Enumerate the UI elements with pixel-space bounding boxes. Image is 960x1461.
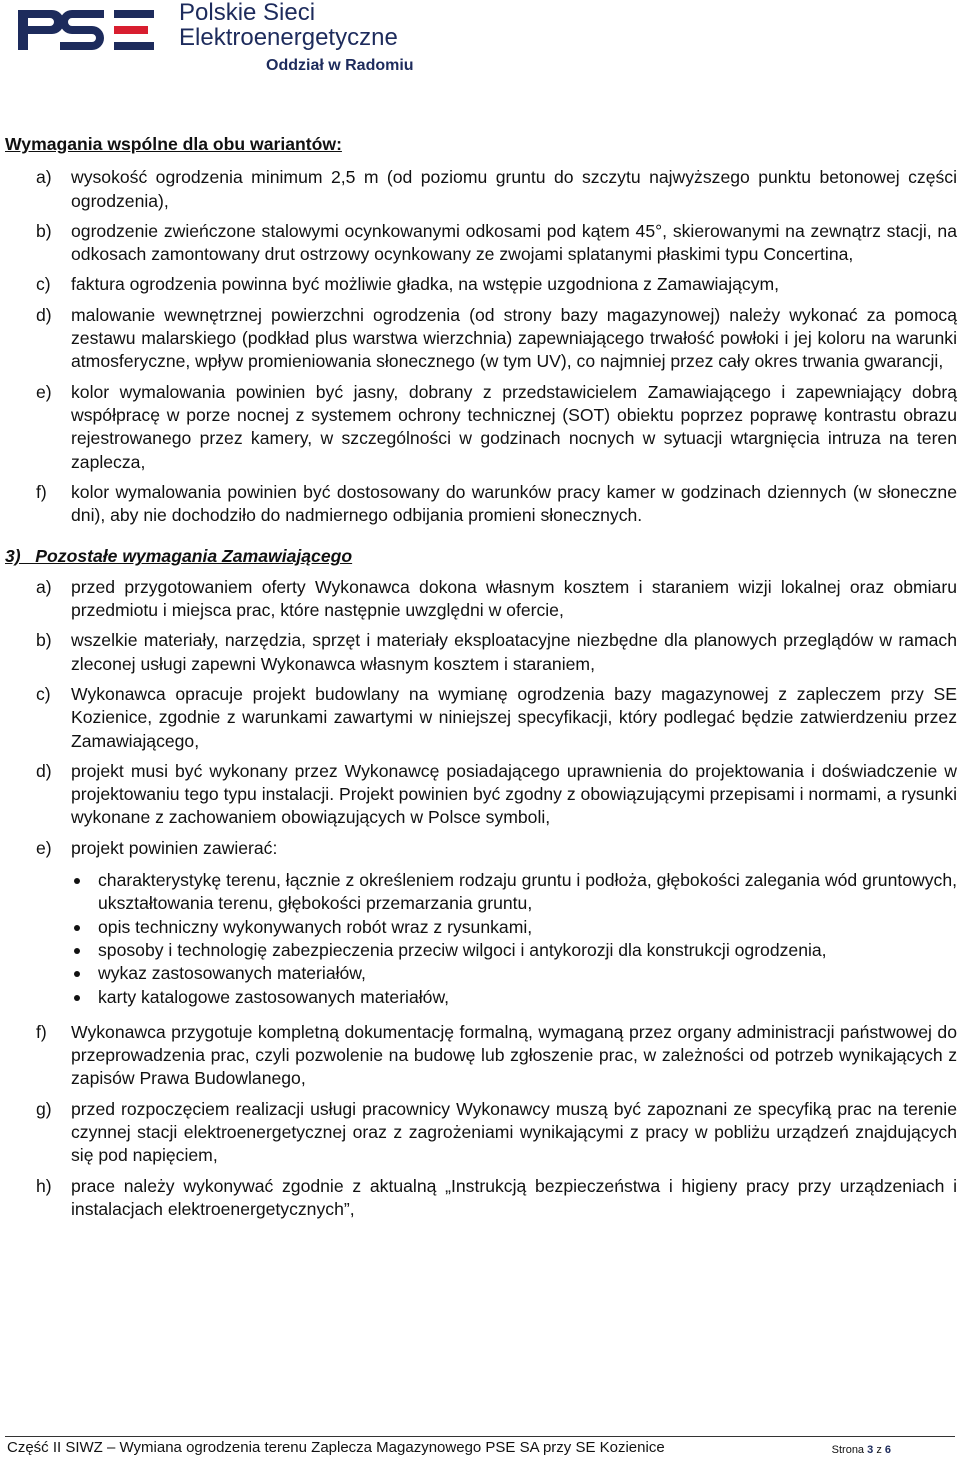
bullet-item: opis techniczny wykonywanych robót wraz z rysunkami, bbox=[5, 916, 957, 939]
list-item-label: h) bbox=[36, 1175, 52, 1196]
bullet-item: sposoby i technologię zabezpieczenia przeciw wilgoci i antykorozji dla konstrukcji ogrodzenia, bbox=[5, 939, 957, 962]
list-item-label: d) bbox=[36, 760, 52, 781]
list-item bbox=[5, 837, 957, 860]
list-item-text: ogrodzenie zwieńczone stalowymi ocynkowanymi odkosami pod kątem 45°, skierowanymi na zewnątrz stacji, na odkosach zamontowany drut ostrzowy ocynkowany ze zwojami splatanymi płaskimi typu Concertina, bbox=[71, 220, 957, 265]
list-item-text: przed przygotowaniem oferty Wykonawca dokona własnym kosztem i staraniem wizji lokalnej oraz obmiaru przedmiotu i miejsca prac, które następnie uwzględni w ofercie, bbox=[71, 576, 957, 621]
section-common-requirements-title: Wymagania wspólne dla obu wariantów: bbox=[5, 134, 342, 154]
list-item-text: faktura ogrodzenia powinna być możliwie gładka, na wstępie uzgodniona z Zamawiającym, bbox=[71, 274, 780, 295]
list-item-text: Wykonawca opracuje projekt budowlany na wymianę ogrodzenia bazy magazynowej z zapleczem przy SE Kozienice, zgodnie z warunkami zawartymi w niniejszej specyfikacji, który podlegać będzie zatwierdzeniu przez Zamawiającego, bbox=[71, 683, 957, 751]
list-item-label: e) bbox=[36, 837, 52, 858]
bullet-item: karty katalogowe zastosowanych materiałów, bbox=[5, 986, 957, 1009]
list-item bbox=[5, 220, 957, 267]
list-item bbox=[5, 273, 957, 296]
list-item-label: b) bbox=[36, 220, 52, 241]
list-item-label: c) bbox=[36, 683, 51, 704]
list-item-text: prace należy wykonywać zgodnie z aktualną „Instrukcją bezpieczeństwa i higieny pracy przy urządzeniach i instalacjach elektroenergetycznych”, bbox=[71, 1175, 957, 1219]
list-item-text: przed rozpoczęciem realizacji usługi pracownicy Wykonawcy muszą być zapoznani ze specyfiką prac na terenie czynnej stacji elektroenergetycznej oraz z zagrożeniami wynikającymi z pracy w pobliżu urządzeń znajdujących się pod napięciem, bbox=[71, 1098, 957, 1166]
total-pages: 6 bbox=[884, 1444, 891, 1456]
list-item bbox=[5, 629, 957, 676]
list-item bbox=[5, 304, 957, 374]
list-item-label: f) bbox=[36, 1021, 47, 1042]
page-word: Strona bbox=[831, 1444, 865, 1456]
list-item-label: d) bbox=[36, 304, 52, 325]
list-item-text: Wykonawca przygotuje kompletną dokumentację formalną, wymaganą przez organy administracji państwowej do przeprowadzenia prac, czyli pozwolenie na budowę lub zgłoszenie prac, w zależności od potrzeb wynikających z zapisów Prawa Budowlanego, bbox=[71, 1021, 957, 1089]
list-item-label: c) bbox=[36, 274, 51, 295]
list-item-text: wysokość ogrodzenia minimum 2,5 m (od poziomu gruntu do szczytu najwyższego punktu betonowej części ogrodzenia), bbox=[71, 167, 957, 211]
list-item-label: g) bbox=[36, 1098, 52, 1119]
list-item-text: projekt powinien zawierać: bbox=[71, 837, 278, 858]
page-number bbox=[832, 1440, 891, 1460]
bullet-list bbox=[5, 869, 957, 1009]
list-item-label: b) bbox=[36, 630, 52, 651]
company-name-line1: Polskie Sieci bbox=[179, 0, 316, 26]
list-item-label: a) bbox=[36, 167, 52, 188]
list-item bbox=[5, 481, 957, 528]
list-item-label: a) bbox=[36, 576, 52, 597]
list-item-label: e) bbox=[36, 381, 52, 402]
list-item-text: wszelkie materiały, narzędzia, sprzęt i materiały eksploatacyjne niezbędne dla planowych przeglądów w ramach zleconej usługi zapewni Wykonawca własnym kosztem i staraniem, bbox=[71, 630, 957, 674]
bullet-item: wykaz zastosowanych materiałów, bbox=[5, 962, 957, 985]
list-item bbox=[5, 683, 957, 753]
list-item-label: f) bbox=[36, 481, 47, 502]
list-item-text: kolor wymalowania powinien być dostosowany do warunków pracy kamer w godzinach dziennych (w słoneczne dni), aby nie dochodziło do nadmiernego odbijania promieni słonecznych. bbox=[71, 481, 957, 526]
list-item bbox=[5, 576, 957, 623]
list-item bbox=[5, 1021, 957, 1091]
pse-logo-mark-icon bbox=[14, 2, 164, 60]
list-item bbox=[5, 1175, 957, 1222]
company-name-line2: Elektroenergetyczne bbox=[179, 24, 398, 51]
division-name: Oddział w Radomiu bbox=[266, 57, 414, 74]
list-item-text: kolor wymalowania powinien być jasny, dobrany z przedstawicielem Zamawiającego i zapewniający dobrą współpracę w porze nocnej z systemem ochrony technicznej (SOT) obiektu poprzez poprawę kontrastu obrazu rejestrowanego przez kamery, w szczególności w godzinach nocnych w sytuacji wtargnięcia intruza na teren zaplecza, bbox=[71, 381, 957, 472]
list-item bbox=[5, 381, 957, 474]
document-body bbox=[5, 133, 957, 1221]
list-item-text: malowanie wewnętrznej powierzchni ogrodzenia (od strony bazy magazynowej) należy wykonać za pomocą zestawu malarskiego (podkład plus warstwa wierzchnia) zapewniającego trwałość powłoki i jej koloru na warunki atmosferyczne, wpływ promieniowania słonecznego (w tym UV), co najmniej przez cały okres trwania gwarancji, bbox=[71, 304, 957, 372]
current-page: 3 bbox=[867, 1444, 874, 1456]
bullet-item: charakterystykę terenu, łącznie z określeniem rodzaju gruntu i podłoża, głębokości zalegania wód gruntowych, ukształtowania terenu, głębokości przemarzania gruntu, bbox=[5, 869, 957, 916]
list-item bbox=[5, 1098, 957, 1168]
footer-divider bbox=[5, 1436, 955, 1437]
section-other-requirements-title: 3) Pozostałe wymagania Zamawiającego bbox=[5, 546, 353, 567]
list-item bbox=[5, 760, 957, 830]
list-item-text: projekt musi być wykonany przez Wykonawcę posiadającego uprawnienia do projektowania i doświadczenie w projektowaniu tego typu instalacji. Projekt powinien być zgodny z obowiązującymi przepisami i normami, a rysunki wykonane z zachowaniem obowiązujących w Polsce symboli, bbox=[71, 760, 957, 828]
footer-document-title: Część II SIWZ – Wymiana ogrodzenia terenu Zaplecza Magazynowego PSE SA przy SE Kozienice bbox=[7, 1439, 665, 1456]
pse-logo bbox=[14, 0, 414, 80]
list-item bbox=[5, 166, 957, 213]
page-of: z bbox=[876, 1444, 882, 1456]
